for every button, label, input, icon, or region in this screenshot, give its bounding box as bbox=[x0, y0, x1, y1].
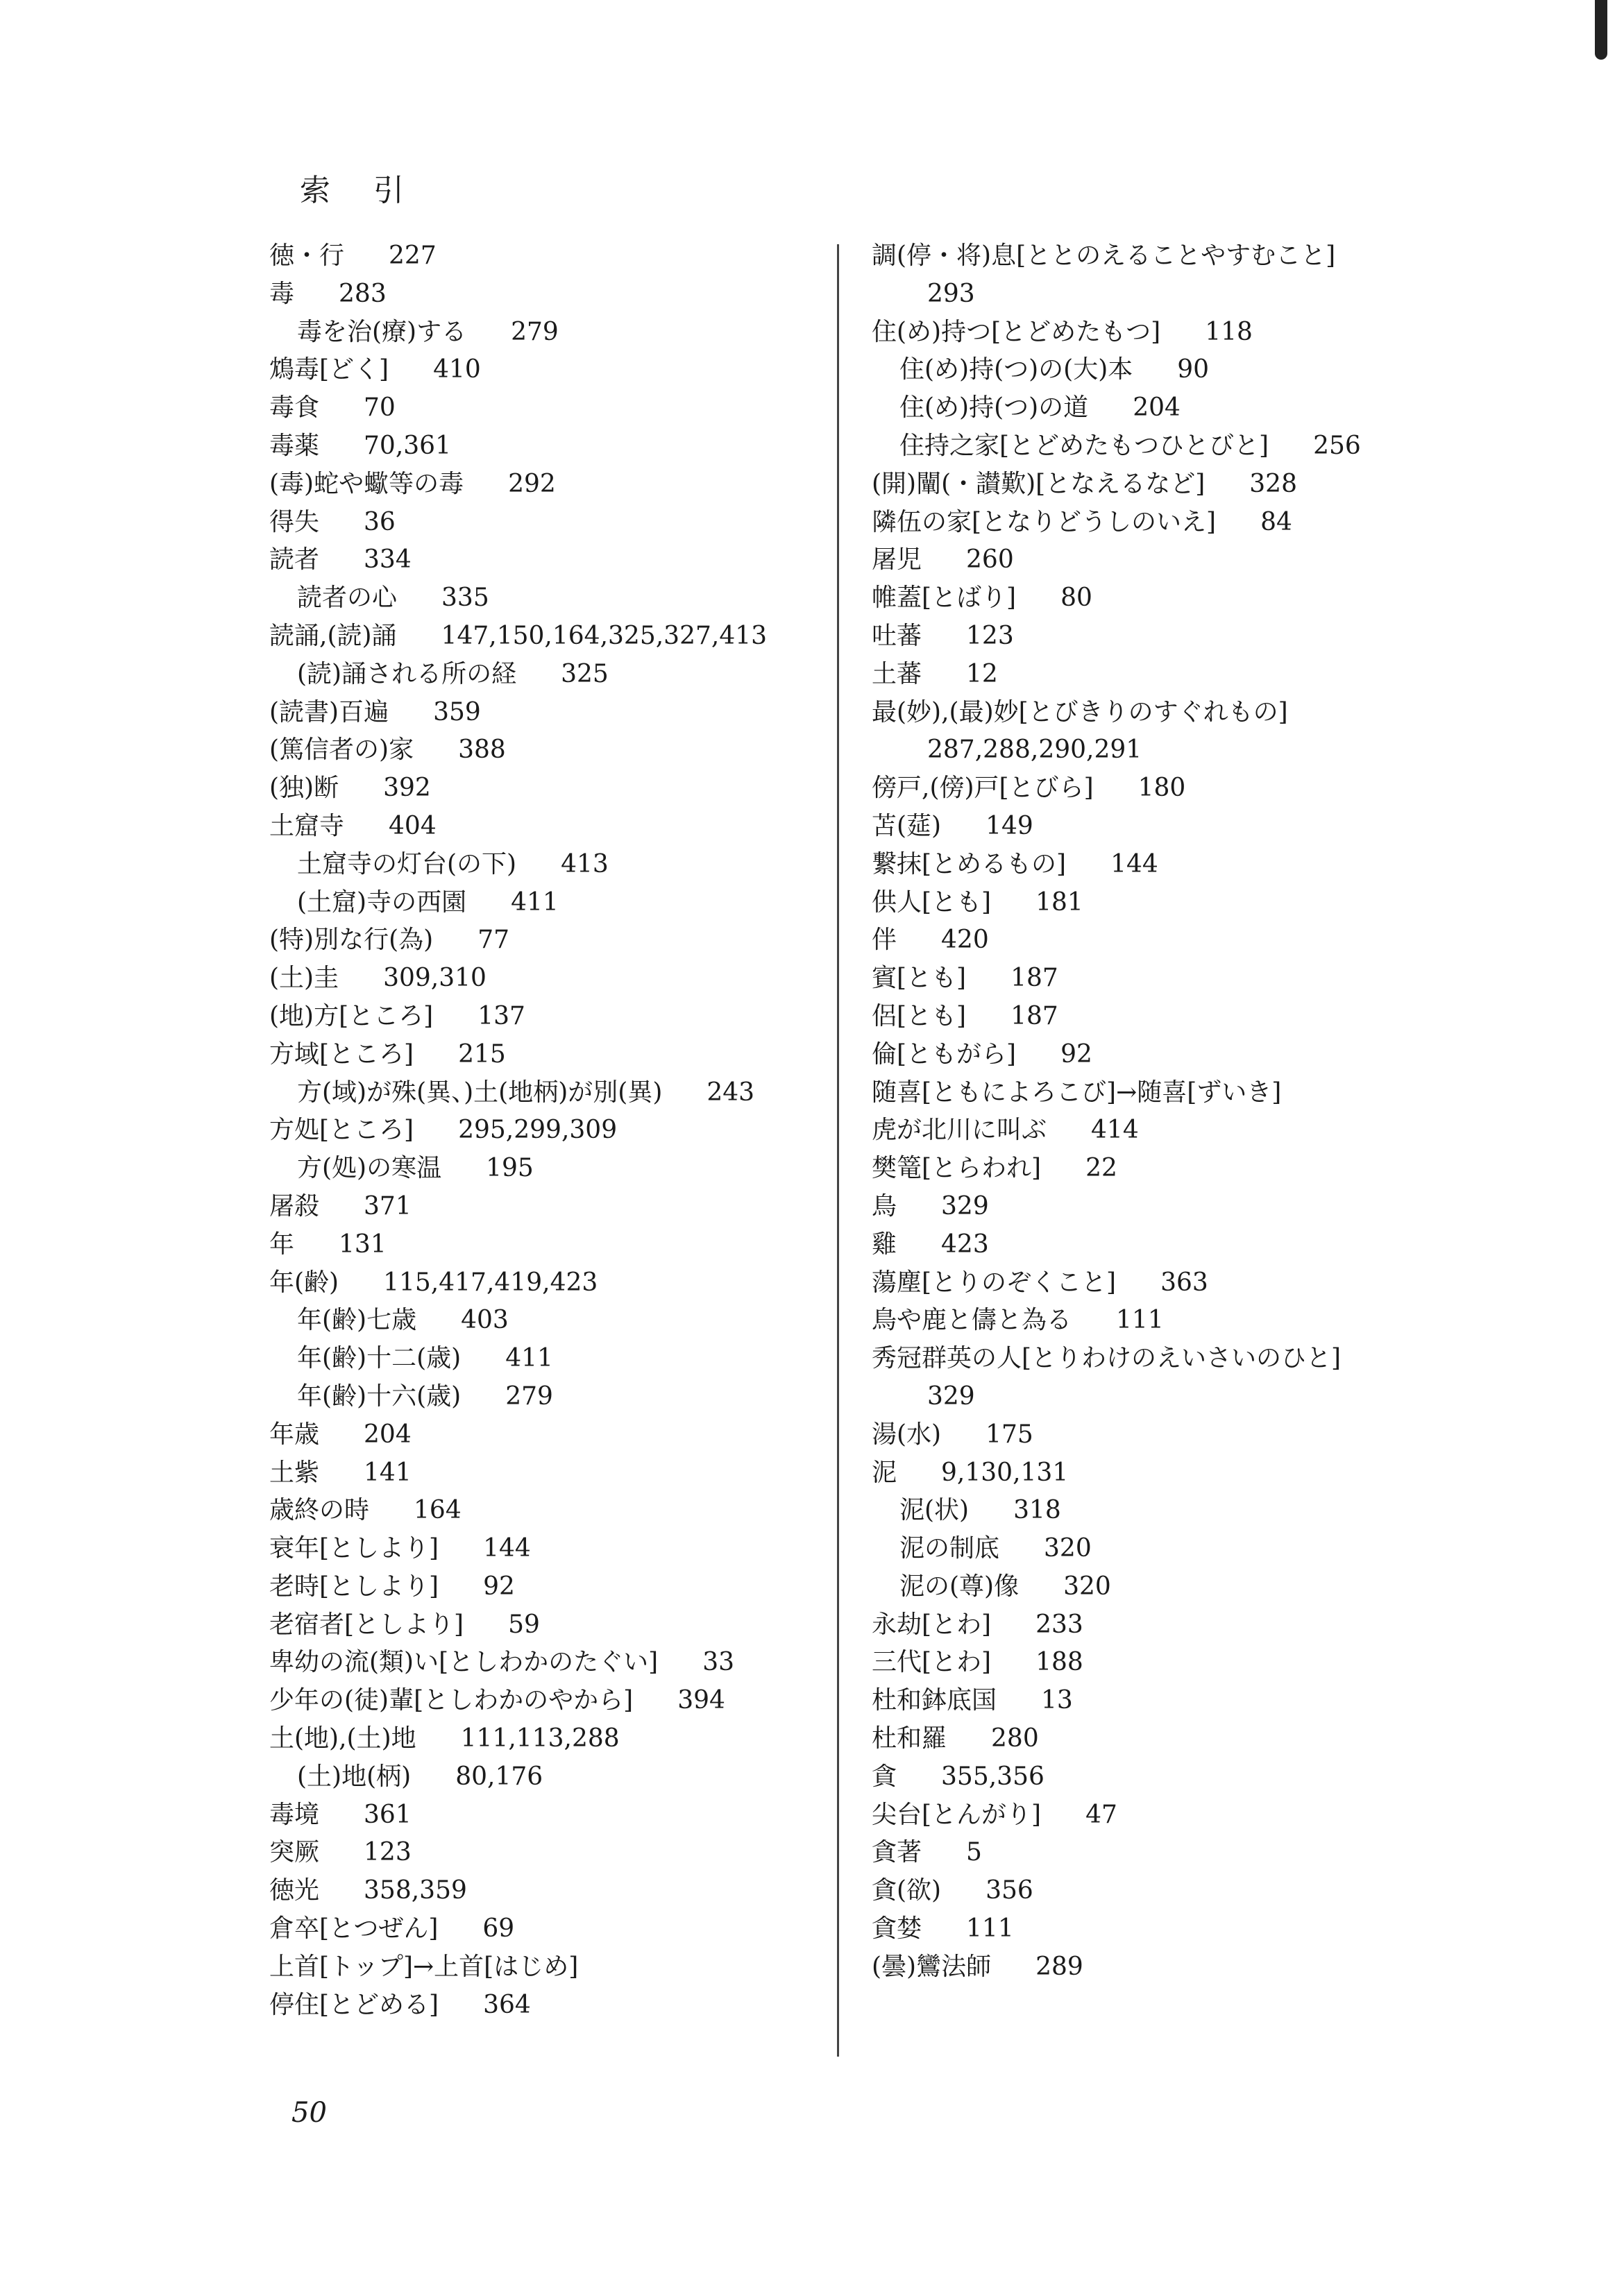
index-entry bbox=[872, 1910, 1496, 1948]
index-entry bbox=[269, 694, 824, 732]
index-entry bbox=[269, 618, 824, 656]
index-pages: 233 bbox=[1035, 1610, 1083, 1639]
index-pages: 227 bbox=[389, 241, 437, 270]
index-entry bbox=[269, 846, 824, 884]
index-pages: 9,130,131 bbox=[941, 1458, 1069, 1487]
index-pages: 5 bbox=[966, 1838, 982, 1867]
index-term: 貪婪 bbox=[872, 1914, 922, 1944]
index-entry bbox=[269, 314, 824, 352]
index-entry bbox=[872, 884, 1496, 922]
index-term: 年歳 bbox=[269, 1420, 320, 1449]
index-pages: 141 bbox=[364, 1458, 412, 1487]
index-pages: 164 bbox=[414, 1496, 462, 1525]
index-term: 秀冠群英の人[とりわけのえいさいのひと] bbox=[872, 1344, 1342, 1373]
index-term: 苫(莚) bbox=[872, 811, 942, 840]
index-entry bbox=[872, 275, 1496, 314]
index-entry bbox=[872, 1416, 1496, 1454]
index-entry bbox=[269, 1188, 824, 1226]
index-pages: 215 bbox=[458, 1039, 506, 1069]
index-term: 土窟寺の灯台(の下) bbox=[297, 849, 517, 878]
index-pages: 328 bbox=[1249, 469, 1297, 498]
index-entry bbox=[872, 1834, 1496, 1872]
index-term: 徳・行 bbox=[269, 241, 345, 270]
index-pages: 175 bbox=[986, 1420, 1033, 1449]
index-pages: 356 bbox=[986, 1876, 1033, 1905]
index-entry bbox=[269, 1568, 824, 1606]
index-term: (地)方[ところ] bbox=[269, 1001, 434, 1030]
index-pages: 325 bbox=[561, 659, 609, 688]
index-pages: 364 bbox=[483, 1990, 531, 2019]
index-pages: 77 bbox=[477, 926, 509, 955]
index-pages: 204 bbox=[1133, 393, 1181, 423]
index-term: 傍戸,(傍)戸[とびら] bbox=[872, 774, 1094, 803]
index-pages: 363 bbox=[1160, 1268, 1208, 1297]
index-pages: 394 bbox=[677, 1686, 725, 1715]
index-entry bbox=[269, 769, 824, 808]
index-entry bbox=[872, 656, 1496, 694]
index-pages: 413 bbox=[561, 849, 609, 878]
index-term: 杜和鉢底国 bbox=[872, 1686, 997, 1715]
index-entry bbox=[872, 921, 1496, 960]
index-entry bbox=[269, 1606, 824, 1644]
index-term: 湯(水) bbox=[872, 1420, 942, 1449]
index-entry bbox=[269, 237, 824, 275]
index-entry bbox=[269, 1834, 824, 1872]
index-entry bbox=[872, 1188, 1496, 1226]
index-term: 屠殺 bbox=[269, 1191, 320, 1221]
index-pages: 392 bbox=[383, 774, 431, 803]
index-entry bbox=[269, 1340, 824, 1378]
index-term: 倫[ともがら] bbox=[872, 1039, 1017, 1069]
index-term: 毒を治(療)する bbox=[297, 317, 467, 346]
index-pages: 289 bbox=[1035, 1952, 1083, 1981]
index-pages: 318 bbox=[1013, 1496, 1061, 1525]
index-entry bbox=[872, 1378, 1496, 1416]
index-term: (読)誦される所の経 bbox=[297, 659, 517, 688]
index-term: (曇)鸞法師 bbox=[872, 1952, 992, 1981]
index-pages: 181 bbox=[1035, 887, 1083, 917]
index-header: 索引 bbox=[300, 173, 447, 208]
index-term: 土紫 bbox=[269, 1458, 320, 1487]
index-entry bbox=[269, 579, 824, 618]
index-entry bbox=[872, 1454, 1496, 1493]
index-term: 住持之家[とどめたもつひとびと] bbox=[899, 431, 1269, 460]
index-entry bbox=[872, 541, 1496, 579]
index-pages: 204 bbox=[364, 1420, 412, 1449]
index-term: 鳥や鹿と儔と為る bbox=[872, 1306, 1072, 1335]
index-term: 吐蕃 bbox=[872, 621, 922, 650]
index-pages: 131 bbox=[339, 1230, 387, 1259]
index-pages: 137 bbox=[477, 1001, 525, 1030]
index-term: 毒食 bbox=[269, 393, 320, 423]
index-term: 永劫[とわ] bbox=[872, 1610, 992, 1639]
index-entry bbox=[269, 998, 824, 1036]
index-entry bbox=[269, 921, 824, 960]
index-term: 尖台[とんがり] bbox=[872, 1800, 1042, 1829]
index-term: 伴 bbox=[872, 926, 897, 955]
index-entry bbox=[269, 1112, 824, 1150]
index-term: 泥 bbox=[872, 1458, 897, 1487]
index-pages: 414 bbox=[1091, 1116, 1139, 1145]
index-pages: 283 bbox=[339, 279, 387, 308]
index-pages: 420 bbox=[941, 926, 989, 955]
index-term: 蕩塵[とりのぞくこと] bbox=[872, 1268, 1117, 1297]
index-entry bbox=[872, 1530, 1496, 1568]
index-entry bbox=[269, 1644, 824, 1682]
index-pages: 69 bbox=[482, 1914, 515, 1944]
index-pages: 361 bbox=[364, 1800, 412, 1829]
index-term: 停住[とどめる] bbox=[269, 1990, 439, 2019]
index-term: 少年の(徒)輩[としわかのやから] bbox=[269, 1686, 634, 1715]
index-entry bbox=[269, 656, 824, 694]
index-term: 老時[としより] bbox=[269, 1572, 439, 1601]
index-pages: 320 bbox=[1063, 1572, 1111, 1601]
index-term: 衰年[としより] bbox=[269, 1534, 439, 1563]
index-pages: 80,176 bbox=[455, 1762, 543, 1791]
index-pages: 329 bbox=[927, 1381, 975, 1411]
index-entry bbox=[269, 275, 824, 314]
index-pages: 292 bbox=[508, 469, 556, 498]
index-term: 住(め)持(つ)の(大)本 bbox=[899, 355, 1133, 384]
index-entry bbox=[872, 579, 1496, 618]
index-pages: 187 bbox=[1010, 1001, 1058, 1030]
index-term: 侶[とも] bbox=[872, 1001, 967, 1030]
index-entry bbox=[269, 427, 824, 466]
index-entry bbox=[269, 504, 824, 542]
index-entry bbox=[269, 1454, 824, 1493]
index-pages: 33 bbox=[702, 1648, 734, 1677]
index-pages: 92 bbox=[483, 1572, 515, 1601]
index-entry bbox=[872, 1796, 1496, 1835]
index-pages: 320 bbox=[1044, 1534, 1092, 1563]
index-entry bbox=[872, 351, 1496, 389]
index-entry bbox=[269, 1416, 824, 1454]
index-term: 年(齢)七歳 bbox=[297, 1306, 417, 1335]
index-pages: 70 bbox=[364, 393, 396, 423]
index-term: 繋抹[とめるもの] bbox=[872, 849, 1067, 878]
index-pages: 309,310 bbox=[383, 964, 487, 993]
index-term: 歳終の時 bbox=[269, 1496, 370, 1525]
index-pages: 295,299,309 bbox=[458, 1116, 618, 1145]
page-edge-mark bbox=[1595, 0, 1607, 60]
index-pages: 335 bbox=[441, 584, 489, 613]
index-entry bbox=[269, 1492, 824, 1530]
index-entry bbox=[269, 541, 824, 579]
index-pages: 36 bbox=[364, 507, 396, 536]
index-term: 鴆毒[どく] bbox=[269, 355, 389, 384]
index-term: 土蕃 bbox=[872, 659, 922, 688]
index-term: 卑幼の流(類)い[としわかのたぐい] bbox=[269, 1648, 659, 1677]
index-entry bbox=[269, 1987, 824, 2025]
index-column-right bbox=[872, 237, 1496, 1987]
index-pages: 80 bbox=[1060, 584, 1092, 613]
index-pages: 423 bbox=[941, 1230, 989, 1259]
index-pages: 111 bbox=[966, 1914, 1014, 1944]
index-entry bbox=[872, 389, 1496, 427]
index-term: 読者 bbox=[269, 545, 320, 575]
index-term: (独)断 bbox=[269, 774, 339, 803]
index-entry bbox=[872, 427, 1496, 466]
index-pages: 187 bbox=[1010, 964, 1058, 993]
index-term: (土)圭 bbox=[269, 964, 339, 993]
index-entry bbox=[872, 846, 1496, 884]
index-entry bbox=[269, 1530, 824, 1568]
index-entry bbox=[872, 769, 1496, 808]
index-entry bbox=[872, 1568, 1496, 1606]
index-entry bbox=[872, 1226, 1496, 1264]
index-term: (土)地(柄) bbox=[297, 1762, 412, 1791]
index-pages: 371 bbox=[364, 1191, 412, 1221]
index-term: 住(め)持(つ)の道 bbox=[899, 393, 1089, 423]
index-pages: 59 bbox=[508, 1610, 540, 1639]
index-pages: 111 bbox=[1116, 1306, 1164, 1335]
index-entry bbox=[872, 466, 1496, 504]
index-term: 貪著 bbox=[872, 1838, 922, 1867]
index-entry bbox=[872, 1644, 1496, 1682]
index-entry bbox=[269, 1948, 824, 1987]
index-pages: 334 bbox=[364, 545, 412, 575]
index-term: 方(処)の寒温 bbox=[297, 1154, 442, 1183]
index-entry bbox=[872, 694, 1496, 732]
index-pages: 149 bbox=[986, 811, 1033, 840]
index-term: 読者の心 bbox=[297, 584, 398, 613]
index-entry bbox=[269, 1302, 824, 1340]
index-entry bbox=[872, 618, 1496, 656]
index-pages: 12 bbox=[966, 659, 998, 688]
index-entry bbox=[872, 237, 1496, 275]
index-term: 賓[とも] bbox=[872, 964, 967, 993]
index-term: (読書)百遍 bbox=[269, 697, 389, 726]
index-pages: 180 bbox=[1137, 774, 1186, 803]
index-term: 方(域)が殊(異、)土(地柄)が別(異) bbox=[297, 1078, 663, 1107]
index-term: 年(齢)十六(歳) bbox=[297, 1381, 462, 1411]
index-entry bbox=[872, 1948, 1496, 1987]
index-term: 上首[トップ]→上首[はじめ] bbox=[269, 1952, 579, 1981]
index-pages: 279 bbox=[505, 1381, 553, 1411]
index-term: 毒境 bbox=[269, 1800, 320, 1829]
index-term: (開)闡(・讃歎)[となえるなど] bbox=[872, 469, 1206, 498]
index-entry bbox=[269, 1682, 824, 1720]
index-pages: 144 bbox=[1110, 849, 1158, 878]
index-term: 土(地),(土)地 bbox=[269, 1724, 416, 1753]
index-entry bbox=[269, 1226, 824, 1264]
index-term: 泥(状) bbox=[899, 1496, 970, 1525]
index-entry bbox=[872, 1720, 1496, 1758]
index-pages: 123 bbox=[364, 1838, 412, 1867]
index-entry bbox=[872, 1872, 1496, 1910]
index-entry bbox=[269, 1720, 824, 1758]
index-term: 貪 bbox=[872, 1762, 897, 1791]
index-term: 年(齢)十二(歳) bbox=[297, 1344, 462, 1373]
index-pages: 355,356 bbox=[941, 1762, 1044, 1791]
index-entry bbox=[872, 504, 1496, 542]
index-pages: 92 bbox=[1060, 1039, 1092, 1069]
index-entry bbox=[872, 808, 1496, 846]
index-term: 貪(欲) bbox=[872, 1876, 942, 1905]
index-entry bbox=[872, 1112, 1496, 1150]
index-entry bbox=[872, 1302, 1496, 1340]
index-pages: 404 bbox=[389, 811, 437, 840]
index-term: 最(妙),(最)妙[とびきりのすぐれもの] bbox=[872, 697, 1288, 726]
index-term: 年(齢) bbox=[269, 1268, 339, 1297]
index-term: 倉卒[とつぜん] bbox=[269, 1914, 439, 1944]
index-term: 徳光 bbox=[269, 1876, 320, 1905]
index-term: 三代[とわ] bbox=[872, 1648, 992, 1677]
index-term: 毒薬 bbox=[269, 431, 320, 460]
index-pages: 388 bbox=[458, 735, 506, 765]
index-entry bbox=[269, 1758, 824, 1796]
index-term: 隣伍の家[となりどうしのいえ] bbox=[872, 507, 1217, 536]
index-entry bbox=[872, 1150, 1496, 1188]
index-term: 虎が北川に叫ぶ bbox=[872, 1116, 1047, 1145]
index-entry bbox=[269, 1036, 824, 1074]
index-entry bbox=[269, 1910, 824, 1948]
index-term: 住(め)持つ[とどめたもつ] bbox=[872, 317, 1161, 346]
index-pages: 22 bbox=[1085, 1154, 1117, 1183]
index-pages: 195 bbox=[486, 1154, 534, 1183]
index-term: 調(停・将)息[ととのえることやすむこと] bbox=[872, 241, 1336, 270]
index-term: (土窟)寺の西園 bbox=[297, 887, 467, 917]
index-pages: 358,359 bbox=[364, 1876, 467, 1905]
index-term: (毒)蛇や蠍等の毒 bbox=[269, 469, 464, 498]
index-term: 土窟寺 bbox=[269, 811, 345, 840]
index-entry bbox=[269, 884, 824, 922]
index-entry bbox=[872, 1492, 1496, 1530]
index-term: 突厥 bbox=[269, 1838, 320, 1867]
index-term: 方処[ところ] bbox=[269, 1116, 414, 1145]
index-pages: 359 bbox=[433, 697, 481, 726]
index-entry bbox=[269, 351, 824, 389]
index-pages: 70,361 bbox=[364, 431, 451, 460]
index-entry bbox=[269, 960, 824, 998]
index-entry bbox=[872, 1036, 1496, 1074]
index-pages: 293 bbox=[927, 279, 975, 308]
index-pages: 403 bbox=[461, 1306, 509, 1335]
index-term: 泥の制底 bbox=[899, 1534, 1000, 1563]
index-term: 雞 bbox=[872, 1230, 897, 1259]
index-entry bbox=[269, 1796, 824, 1835]
index-entry bbox=[872, 1606, 1496, 1644]
index-pages: 123 bbox=[966, 621, 1014, 650]
index-pages: 243 bbox=[707, 1078, 755, 1107]
index-pages: 279 bbox=[511, 317, 559, 346]
index-term: 読誦,(読)誦 bbox=[269, 621, 397, 650]
index-term: 老宿者[としより] bbox=[269, 1610, 464, 1639]
index-term: 屠児 bbox=[872, 545, 922, 575]
index-term: 帷蓋[とばり] bbox=[872, 584, 1017, 613]
index-entry bbox=[872, 1074, 1496, 1112]
column-divider bbox=[837, 244, 839, 2057]
index-entry bbox=[872, 1758, 1496, 1796]
index-term: 供人[とも] bbox=[872, 887, 992, 917]
index-pages: 329 bbox=[941, 1191, 989, 1221]
index-entry bbox=[269, 1264, 824, 1302]
index-entry bbox=[872, 314, 1496, 352]
index-entry bbox=[269, 731, 824, 769]
index-term: 方域[ところ] bbox=[269, 1039, 414, 1069]
index-pages: 115,417,419,423 bbox=[383, 1268, 598, 1297]
index-entry bbox=[269, 808, 824, 846]
index-pages: 410 bbox=[433, 355, 481, 384]
index-entry bbox=[269, 1378, 824, 1416]
index-entry bbox=[269, 1074, 824, 1112]
index-entry bbox=[269, 389, 824, 427]
index-term: 随喜[ともによろこび]→随喜[ずいき] bbox=[872, 1078, 1282, 1107]
index-pages: 90 bbox=[1177, 355, 1210, 384]
index-entry bbox=[269, 1150, 824, 1188]
index-term: 杜和羅 bbox=[872, 1724, 947, 1753]
index-term: 鳥 bbox=[872, 1191, 897, 1221]
index-term: 毒 bbox=[269, 279, 295, 308]
index-term: 泥の(尊)像 bbox=[899, 1572, 1020, 1601]
index-entry bbox=[872, 1682, 1496, 1720]
index-pages: 147,150,164,325,327,413 bbox=[441, 621, 768, 650]
index-entry bbox=[269, 1872, 824, 1910]
index-term: (篤信者の)家 bbox=[269, 735, 414, 765]
index-pages: 256 bbox=[1313, 431, 1361, 460]
index-pages: 260 bbox=[966, 545, 1014, 575]
page-number: 50 bbox=[291, 2097, 327, 2129]
index-pages: 280 bbox=[991, 1724, 1039, 1753]
index-entry bbox=[269, 466, 824, 504]
index-pages: 84 bbox=[1260, 507, 1292, 536]
index-term: (特)別な行(為) bbox=[269, 926, 434, 955]
index-column-left bbox=[269, 237, 824, 2024]
index-pages: 411 bbox=[505, 1344, 553, 1373]
index-pages: 144 bbox=[483, 1534, 531, 1563]
index-pages: 118 bbox=[1205, 317, 1253, 346]
index-term: 得失 bbox=[269, 507, 320, 536]
index-entry bbox=[872, 1264, 1496, 1302]
index-pages: 111,113,288 bbox=[460, 1724, 620, 1753]
index-pages: 188 bbox=[1035, 1648, 1083, 1677]
index-pages: 287,288,290,291 bbox=[927, 735, 1142, 765]
index-pages: 411 bbox=[511, 887, 559, 917]
index-pages: 47 bbox=[1085, 1800, 1117, 1829]
index-pages: 13 bbox=[1041, 1686, 1073, 1715]
index-term: 樊篭[とらわれ] bbox=[872, 1154, 1042, 1183]
index-term: 年 bbox=[269, 1230, 295, 1259]
index-entry bbox=[872, 1340, 1496, 1378]
index-entry bbox=[872, 960, 1496, 998]
index-entry bbox=[872, 731, 1496, 769]
index-entry bbox=[872, 998, 1496, 1036]
